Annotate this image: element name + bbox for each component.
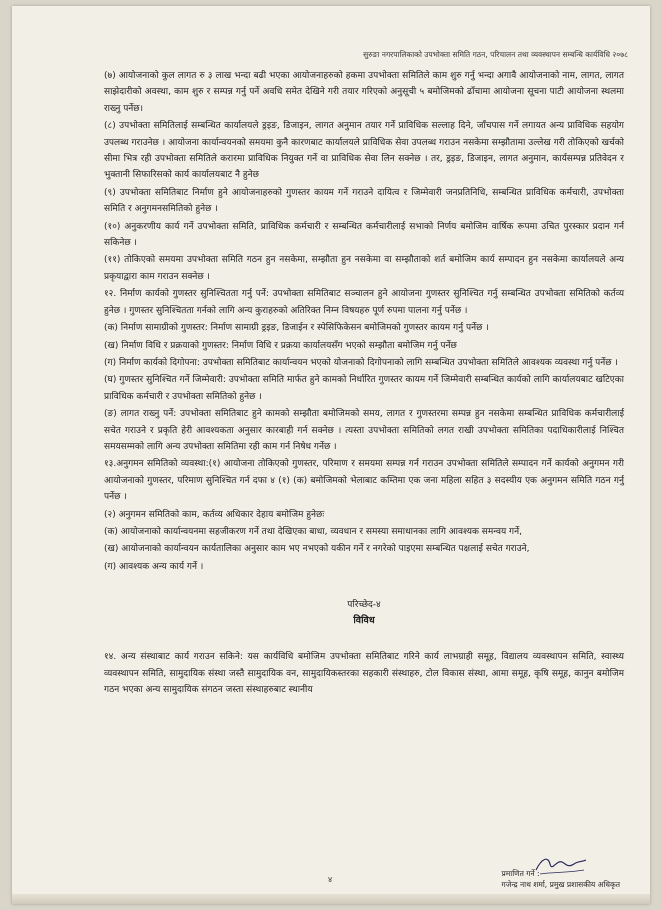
section-12-kha: (ख) निर्माण विधि र प्रक्रयाको गुणस्तर: निर्माण विधि र प्रक्रया कार्यालयसँग भएको सम्झौता बमोजिम गर्नु पर्नेछ — [104, 340, 457, 351]
certifier-name: गजेन्द्र नाथ शर्मा, प्रमुख प्रशासकीय अधिकृत — [501, 880, 620, 889]
running-header: सुरुङा नगरपालिकाको उपभोक्ता समिति गठन, परिचालन तथा व्यवस्थापन सम्बन्धि कार्यविधि २०७८ — [363, 50, 628, 59]
section-12-ga: (ग) निर्माण कार्यको दिगोपना: उपभोक्ता समितिबाट कार्यान्वयन भएको योजनाको दिगोपनाको लागि सम्बन्धित उपभोक्ता समितिले आवश्यक व्यवस्था गर्नु पर्नेछ । — [104, 357, 618, 368]
section-13-ka: (क) आयोजनाको कार्यान्वयनमा सहजीकरण गर्ने तथा देखिएका बाधा, व्यवधान र समस्या समाधानका लागि आवश्यक समन्वय गर्ने, — [104, 526, 522, 537]
document-page — [12, 6, 650, 904]
section-12-ka: (क) निर्माण सामाग्रीको गुणस्तर: निर्माण सामाग्री ड्रइङ, डिजाईन र स्पेसिफिकेसन बमोजिमको गुणस्तर कायम गर्नु पर्नेछ । — [104, 323, 489, 334]
section-13: १३.अनुगमन समितिको व्यवस्था:(१) आयोजना तोकिएको गुणस्तर, परिमाण र समयमा सम्पन्न गर्न गराउन उपभोक्ता समितिले सम्पादन गर्ने कार्यको अनुगमन गरी आयोजनाको गुणस्तर, परिमाण सुनिश्चित गर्न दफा ४ (१) (क) बमोजिमको भेलाबाट कम्तिमा एक जना महिला सहित ३ सदस्यीय एक अनुगमन समिति गठन गर्नु पर्नेछ । — [104, 459, 624, 503]
section-13-2: (२) अनुगमन समितिको काम, कर्तव्य अधिकार देहाय बमोजिम हुनेछः — [104, 509, 325, 520]
section-12: १२. निर्माण कार्यको गुणस्तर सुनिश्चितता गर्नु पर्ने: उपभोक्ता समितिबाट सञ्चालन हुने आयोजना गुणस्तर सुनिश्चित गर्नु सम्बन्धित उपभोक्ता समितिको कर्तव्य हुनेछ । गुणस्तर सुनिश्चितता गर्नको लागि अन्य कुराहरुको अतिरिक्त निम्न विषयहरु पूर्ण रुपमा पालना गर्नु पर्नेछ । — [104, 289, 624, 316]
section-13-ga: (ग) आवश्यक अन्य कार्य गर्ने । — [104, 561, 204, 572]
section-12-nga: (ङ) लागत राख्नु पर्ने: उपभोक्ता समितिबाट हुने कामको सम्झौता बमोजिमको समय, लागत र गुणस्तरमा सम्पन्न हुन नसकेमा सम्बन्धित प्राविधिक कर्मचारीलाई सचेत गराउने र प्रकृति हेरी आवश्यकता अनुसार कारबाही गर्न सक्नेछ । त्यस्ता उपभोक्ता समितिको लगत राखी उपभोक्ता समितिका पदाधिकारीलाई निश्चित समयसम्मको लागि अन्य उपभोक्ता समितिमा रही काम गर्न निषेध गर्नेछ । — [104, 409, 624, 452]
certified-label: प्रमाणित गर्ने : — [501, 869, 540, 878]
paragraph-7: (७) आयोजनाको कुल लागत रु ३ लाख भन्दा बढी भएका आयोजनाहरुको हकमा उपभोक्ता समितिले काम शुरु गर्नु भन्दा अगावै आयोजनाको नाम, लागत, लागत साझेदारीको अवस्था, काम शुरु र सम्पन्न गर्नु पर्ने अवधि समेत देखिने गरी तयार गरिएको अनुसूची ५ बमोजिमको ढाँचामा आयोजना सूचना पाटी आयोजना स्थलमा राख्नु पर्नेछ। — [104, 71, 624, 114]
chapter-number: परिच्छेद-४ — [347, 600, 381, 611]
page-number: ४ — [328, 875, 333, 884]
chapter-title: विविध — [353, 615, 375, 627]
paragraph-10: (१०) अनुकरणीय कार्य गर्ने उपभोक्ता समिति, प्राविधिक कर्मचारी र सम्बन्धित कर्मचारीलाई सभाको निर्णय बमोजिम वार्षिक रूपमा उचित पुरस्कार प्रदान गर्न सकिनेछ । — [104, 221, 624, 249]
section-13-kha: (ख) आयोजनाको कार्यान्वयन कार्यतालिका अनुसार काम भए नभएको यकीन गर्ने र नगरेको पाइएमा सम्बन्धित पक्षलाई सचेत गराउने, — [104, 544, 530, 555]
document-body — [104, 68, 624, 699]
paragraph-8: (८) उपभोक्ता समितिलाई सम्बन्धित कार्यालयले ड्रइङ, डिजाइन, लागत अनुमान तयार गर्ने प्राविधिक सल्लाह दिने, जाँचपास गर्ने लगायत अन्य प्राविधिक सहयोग उपलब्ध गराउनेछ । आयोजना कार्यान्वयनको समयमा कुनै कारणबाट कार्यालयले प्राविधिक सेवा उपलब्ध गराउन नसकेमा सम्झौतामा उल्लेख गरी तोकिएको खर्चको सीमा भित्र रही उपभोक्ता समितिले करारमा प्राविधिक नियुक्त गर्ने वा प्राविधिक सेवा लिन सक्नेछ । तर, ड्रइङ, डिजाइन, लागत अनुमान, कार्यसम्पन्न प्रतिवेदन र भुक्तानी सिफारिसको कार्य कार्यालयबाट नै हुनेछ — [104, 121, 624, 181]
certification-block — [502, 868, 620, 890]
section-14: १४. अन्य संस्थाबाट कार्य गराउन सकिने: यस कार्यविधि बमोजिम उपभोक्ता समितिबाट गरिने कार्य लाभग्राही समूह, विद्यालय व्यवस्थापन समिति, स्वास्थ्य व्यवस्थापन समिति, सामुदायिक संस्था जस्तै सामुदायिक वन, सामुदायिकस्तरका सहकारी संस्थाहरु, टोल विकास संस्था, आमा समूह, कृषि समूह, कानुन बमोजिम गठन भएका अन्य सामुदायिक संगठन जस्ता संस्थाहरुबाट स्थानीय — [104, 652, 624, 695]
paragraph-11: (११) तोकिएको समयमा उपभोक्ता समिति गठन हुन नसकेमा, सम्झौता हुन नसकेमा वा सम्झौताको शर्त बमोजिम कार्य सम्पादन हुन नसकेमा कार्यालयले अन्य प्रकृयाद्वारा काम गराउन सक्नेछ । — [104, 255, 624, 282]
section-12-gha: (घ) गुणस्तर सुनिश्चित गर्ने जिम्मेवारी: उपभोक्ता समिति मार्फत हुने कामको निर्धारित गुणस्तर कायम गर्ने जिम्मेवारी सम्बन्धित कार्यको लागि कार्यालयबाट खटिएका प्राविधिक कर्मचारी र उपभोक्ता समितिको हुनेछ । — [104, 375, 624, 402]
next-page-edge — [12, 894, 650, 904]
paragraph-9: (९) उपभोक्ता समितिबाट निर्माण हुने आयोजनाहरुको गुणस्तर कायम गर्ने गराउने दायित्व र जिम्मेवारी जनप्रतिनिधि, सम्बन्धित प्राविधिक कर्मचारी, उपभोक्ता समिति र अनुगमनसमितिको हुनेछ । — [104, 187, 624, 215]
